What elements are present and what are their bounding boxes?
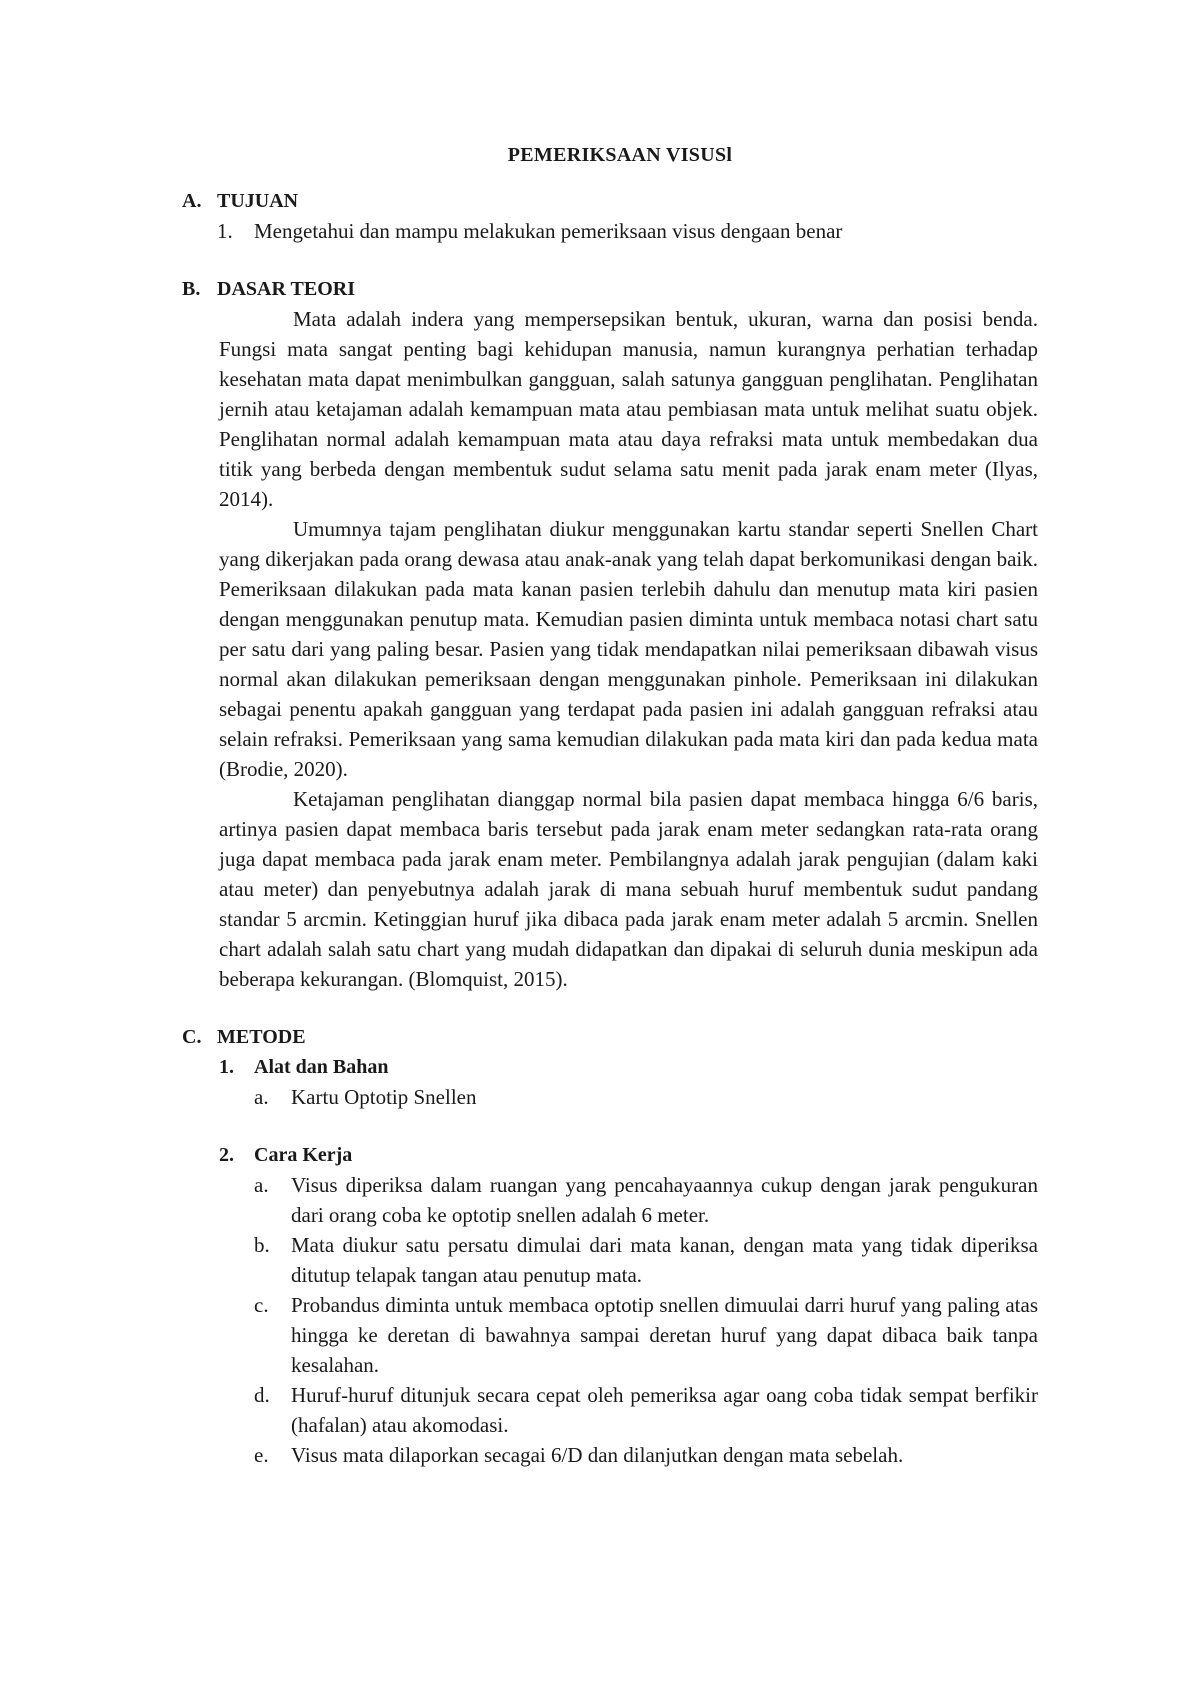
section-dasar-teori	[182, 274, 1038, 994]
dasar-teori-body	[182, 304, 1038, 994]
list-item	[182, 216, 1038, 246]
cara-kerja-list	[182, 1170, 1038, 1470]
item-text: Mengetahui dan mampu melakukan pemeriksaan visus dengaan benar	[254, 219, 843, 243]
paragraph: Ketajaman penglihatan dianggap normal bila pasien dapat membaca hingga 6/6 baris, artinya pasien dapat membaca baris tersebut pada jarak enam meter sedangkan rata-rata orang juga dapat membaca pada jarak enam meter. Pembilangnya adalah jarak pengujian (dalam kaki atau meter) dan penyebutnya adalah jarak di mana sebuah huruf membentuk sudut pandang standar 5 arcmin. Ketinggian huruf jika dibaca pada jarak enam meter adalah 5 arcmin. Snellen chart adalah salah satu chart yang mudah didapatkan dan dipakai di seluruh dunia meskipun ada beberapa kekurangan. (Blomquist, 2015).	[219, 787, 1038, 991]
item-text: Huruf-huruf ditunjuk secara cepat oleh pemeriksa agar oang coba tidak sempat berfikir (hafalan) atau akomodasi.	[291, 1383, 1038, 1437]
section-title: DASAR TEORI	[217, 278, 355, 300]
section-title: TUJUAN	[217, 190, 299, 212]
page-title: PEMERIKSAAN VISUSl	[507, 144, 733, 166]
item-letter: d.	[254, 1383, 270, 1407]
item-number: 1.	[217, 219, 233, 243]
item-letter: a.	[254, 1085, 269, 1109]
subsection-title: Alat dan Bahan	[254, 1056, 389, 1078]
section-letter: C.	[182, 1026, 202, 1048]
list-item	[254, 1170, 1038, 1230]
list-item	[254, 1380, 1038, 1440]
section-title: METODE	[217, 1026, 306, 1048]
item-text: Kartu Optotip Snellen	[291, 1085, 477, 1109]
section-heading-metode	[182, 1022, 1038, 1052]
paragraph: Mata adalah indera yang mempersepsikan bentuk, ukuran, warna dan posisi benda. Fungsi mata sangat penting bagi kehidupan manusia, namun kurangnya perhatian terhadap kesehatan mata dapat menimbulkan gangguan, salah satunya gangguan penglihatan. Penglihatan jernih atau ketajaman adalah kemampuan mata atau pembiasan mata untuk melihat suatu objek. Penglihatan normal adalah kemampuan mata atau daya refraksi mata untuk membedakan dua titik yang berbeda dengan membentuk sudut selama satu menit pada jarak enam meter (Ilyas, 2014).	[219, 307, 1038, 511]
section-tujuan	[182, 186, 1038, 246]
subsection-title: Cara Kerja	[254, 1144, 353, 1166]
subsection-number: 1.	[219, 1056, 234, 1078]
section-heading-tujuan	[182, 186, 1038, 216]
subsection-heading-cara-kerja	[182, 1140, 1038, 1170]
section-heading-dasar-teori	[182, 274, 1038, 304]
item-text: Probandus diminta untuk membaca optotip snellen dimuulai darri huruf yang paling atas hingga ke deretan di bawahnya sampai deretan huruf yang dapat dibaca baik tanpa kesalahan.	[291, 1293, 1038, 1377]
item-text: Mata diukur satu persatu dimulai dari mata kanan, dengan mata yang tidak diperiksa ditutup telapak tangan atau penutup mata.	[291, 1233, 1038, 1287]
item-text: Visus diperiksa dalam ruangan yang pencahayaannya cukup dengan jarak pengukuran dari orang coba ke optotip snellen adalah 6 meter.	[291, 1173, 1038, 1227]
item-text: Visus mata dilaporkan secagai 6/D dan dilanjutkan dengan mata sebelah.	[291, 1443, 904, 1467]
item-letter: c.	[254, 1293, 269, 1317]
item-letter: a.	[254, 1173, 269, 1197]
subsection-number: 2.	[219, 1144, 234, 1166]
list-item	[254, 1440, 1038, 1470]
tujuan-list	[182, 216, 1038, 246]
subsection-heading-alat-bahan	[182, 1052, 1038, 1082]
alat-bahan-list	[182, 1082, 1038, 1112]
section-letter: B.	[182, 278, 201, 300]
item-letter: e.	[254, 1443, 269, 1467]
spacer	[182, 1112, 1038, 1140]
list-item	[254, 1082, 1038, 1112]
list-item	[254, 1290, 1038, 1380]
item-letter: b.	[254, 1233, 270, 1257]
list-item	[254, 1230, 1038, 1290]
section-metode	[182, 1022, 1038, 1470]
document-content	[182, 140, 1038, 1498]
paragraph: Umumnya tajam penglihatan diukur menggunakan kartu standar seperti Snellen Chart yang dikerjakan pada orang dewasa atau anak-anak yang telah dapat berkomunikasi dengan baik. Pemeriksaan dilakukan pada mata kanan pasien terlebih dahulu dan menutup mata kiri pasien dengan menggunakan penutup mata. Kemudian pasien diminta untuk membaca notasi chart satu per satu dari yang paling besar. Pasien yang tidak mendapatkan nilai pemeriksaan dibawah visus normal akan dilakukan pemeriksaan dengan menggunakan pinhole. Pemeriksaan ini dilakukan sebagai penentu apakah gangguan yang terdapat pada pasien ini adalah gangguan refraksi atau selain refraksi. Pemeriksaan yang sama kemudian dilakukan pada mata kiri dan pada kedua mata (Brodie, 2020).	[219, 517, 1038, 781]
section-letter: A.	[182, 190, 202, 212]
